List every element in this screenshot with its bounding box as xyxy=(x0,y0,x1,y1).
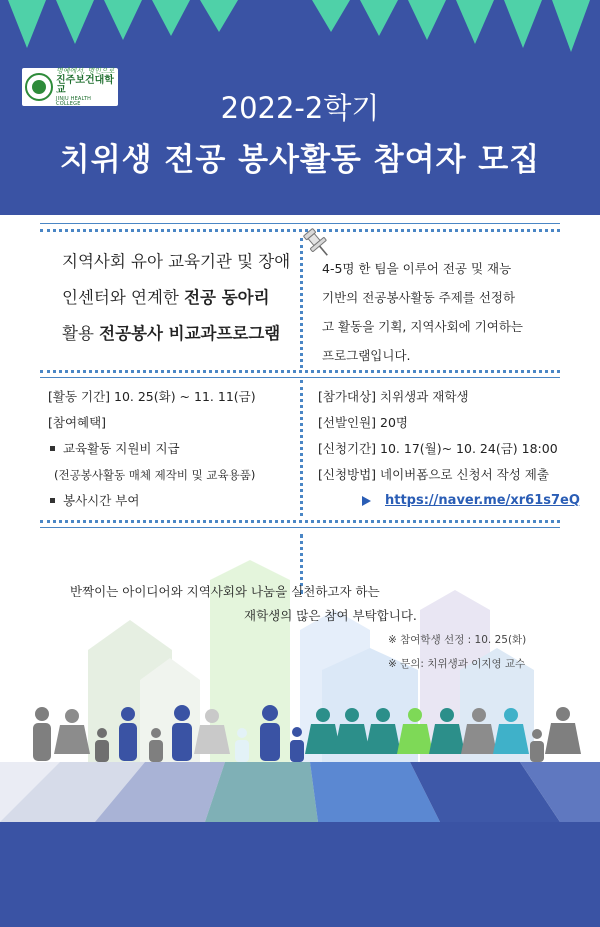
poster-title-semester: 2022-2학기 xyxy=(220,91,380,125)
intro-highlight: 전공 동아리 xyxy=(184,288,270,307)
program-description-line: 프로그램입니다. xyxy=(322,348,411,363)
bullet-icon xyxy=(50,498,55,503)
intro-line xyxy=(62,316,302,352)
header-banner xyxy=(0,0,600,215)
logo-english-name: JINJU HEALTH COLLEGE xyxy=(56,95,92,107)
bunting-decoration xyxy=(0,0,600,60)
program-description-line: 기반의 전공봉사활동 주제를 선정하 xyxy=(322,290,516,305)
section-divider-bottom xyxy=(40,527,560,528)
application-method: [신청방법] 네이버폼으로 신청서 작성 제출 xyxy=(318,467,549,482)
closing-message-line2: 재학생의 많은 참여 부탁합니다. xyxy=(244,608,417,623)
benefit-text: 봉사시간 부여 xyxy=(63,493,140,508)
intro-highlight: 전공봉사 비교과프로그램 xyxy=(99,324,281,343)
program-description-line: 4-5명 한 팀을 이루어 전공 및 재능 xyxy=(322,261,512,276)
info-left-column xyxy=(48,384,256,514)
arrow-right-icon xyxy=(362,496,371,506)
benefits-title: [참여혜택] xyxy=(48,415,107,430)
section-divider-top xyxy=(40,223,560,224)
program-description-line: 고 활동을 기획, 지역사회에 기여하는 xyxy=(322,319,523,334)
selection-count: [선발인원] 20명 xyxy=(318,415,409,430)
logo-name: 진주보건대학교 xyxy=(56,74,114,96)
inquiry-note: ※ 문의: 치위생과 이지영 교수 xyxy=(388,658,526,670)
footer-banner xyxy=(0,822,600,927)
activity-period: [활동 기간] 10. 25(화) ~ 11. 11(금) xyxy=(48,389,256,404)
intro-line: 지역사회 유아 교육기관 및 장애 xyxy=(62,252,291,271)
benefit-note: (전공봉사활동 매체 제작비 및 교육용품) xyxy=(54,468,256,482)
participant-target: [참가대상] 치위생과 재학생 xyxy=(318,389,469,404)
section-divider-middle xyxy=(40,377,560,378)
intro-description xyxy=(62,244,302,352)
selection-date-note: ※ 참여학생 선정 : 10. 25(화) xyxy=(388,634,527,646)
bullet-icon xyxy=(50,446,55,451)
info-right-column xyxy=(318,384,580,514)
application-link-row xyxy=(318,488,580,514)
intro-text: 인센터와 연계한 xyxy=(62,288,185,307)
poster-title-main: 치위생 전공 봉사활동 참여자 모집 xyxy=(59,142,541,178)
closing-message-line1: 반짝이는 아이디어와 지역사회와 나눔을 실천하고자 하는 xyxy=(70,584,380,599)
dotted-divider-middle xyxy=(40,370,560,373)
intro-text: 활용 xyxy=(62,324,100,343)
info-vertical-divider xyxy=(300,380,303,516)
application-period: [신청기간] 10. 17(월)~ 10. 24(금) 18:00 xyxy=(318,441,558,456)
logo-slogan: 명예에서, 명인으로 xyxy=(56,66,115,75)
benefit-text: 교육활동 지원비 지급 xyxy=(63,441,180,456)
benefit-item xyxy=(48,436,256,462)
intro-line xyxy=(62,280,302,316)
benefit-item xyxy=(48,488,256,514)
application-form-link[interactable]: https://naver.me/xr61s7eQ xyxy=(385,493,580,508)
program-description xyxy=(322,254,562,370)
dotted-divider-bottom xyxy=(40,520,560,523)
